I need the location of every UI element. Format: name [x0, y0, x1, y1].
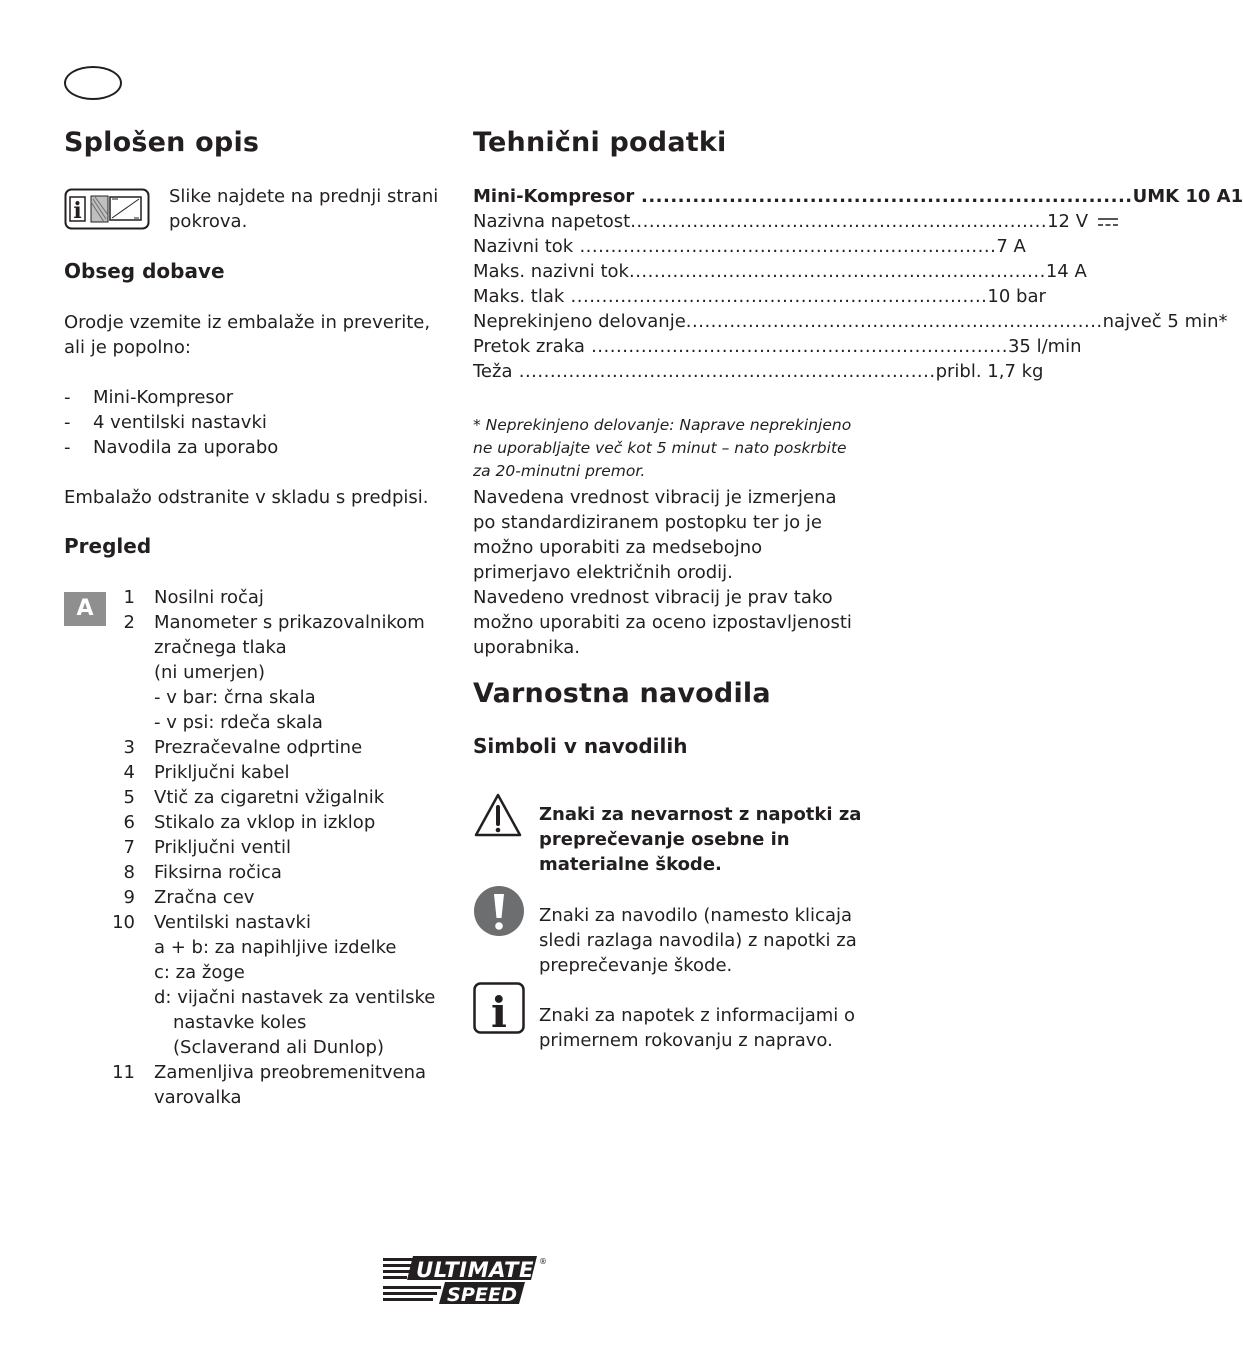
dot-leader: ................................................................... [584, 336, 1008, 357]
list-item [106, 935, 446, 960]
spec-label: Pretok zraka [473, 336, 585, 357]
table-row [473, 359, 1044, 384]
picture-intro-text: Slike najdete na prednji strani pokrova. [169, 186, 439, 232]
part-label: Zračna cev [154, 887, 255, 908]
part-number: 6 [123, 812, 135, 833]
part-label: Manometer s prikazovalnikom [154, 612, 425, 633]
disposal-text: Embalažo odstranite v skladu s predpisi. [64, 487, 429, 508]
dot-leader: ................................................................... [630, 211, 1048, 232]
warning-triangle-icon [473, 792, 523, 838]
parts-list [106, 585, 446, 1110]
dot-leader: ................................................................... [564, 286, 988, 307]
table-row [473, 284, 1046, 309]
list-item [106, 1035, 446, 1060]
list-item [106, 635, 446, 660]
list-item: - 4 ventilski nastavki [64, 410, 278, 435]
part-number: 1 [123, 587, 135, 608]
info-symbol-text-span: Znaki za napotek z informacijami o primernem rokovanju z napravo. [539, 1005, 856, 1051]
picture-info-icon [64, 188, 150, 230]
scope-text: Orodje vzemite iz embalaže in preverite, ali je popolno: [64, 312, 431, 358]
spec-label: Nazivna napetost [473, 211, 631, 232]
part-label: nastavke koles [173, 1012, 307, 1033]
scope-heading: Obseg dobave [64, 259, 225, 283]
svg-text:i: i [491, 988, 507, 1037]
list-item [106, 1085, 446, 1110]
dc-symbol-icon [1098, 217, 1118, 227]
list-item [106, 660, 446, 685]
table-row [473, 184, 1243, 209]
list-item [106, 985, 446, 1010]
part-number: 11 [112, 1062, 135, 1083]
part-number: 9 [123, 887, 135, 908]
list-item: - Navodila za uporabo [64, 435, 278, 460]
table-row [473, 334, 1082, 359]
list-item [106, 860, 446, 885]
list-item [106, 610, 446, 635]
spec-label: Maks. nazivni tok [473, 261, 629, 282]
instruction-symbol-text: Znaki za navodilo (namesto klicaja sledi razlaga navodila) z napotki za preprečevanje škode. [539, 905, 857, 976]
technical-data-table [473, 184, 1243, 384]
svg-text:ULTIMATE: ULTIMATE [416, 1258, 535, 1282]
part-number: 5 [123, 787, 135, 808]
list-item [106, 960, 446, 985]
product-label: Mini-Kompresor [473, 186, 635, 207]
vibration-text-1: Navedena vrednost vibracij je izmerjena po standardiziranem postopku ter jo je možno uporabiti za medsebojno primerjavo električnih orodij. [473, 487, 837, 583]
list-item [106, 1010, 446, 1035]
part-label: (ni umerjen) [154, 662, 266, 683]
part-label: Vtič za cigaretni vžigalnik [154, 787, 385, 808]
dot-leader: ................................................................... [634, 186, 1133, 207]
spec-value: 7 A [996, 236, 1026, 257]
list-item [106, 685, 446, 710]
svg-text:SPEED: SPEED [447, 1284, 517, 1306]
table-row [473, 209, 1089, 234]
list-item [106, 735, 446, 760]
danger-symbol-text: Znaki za nevarnost z napotki za preprečevanje osebne in materialne škode. [539, 804, 862, 875]
language-marker [64, 66, 122, 100]
overview-heading: Pregled [64, 534, 152, 558]
footnote: * Neprekinjeno delovanje: Naprave neprekinjeno ne uporabljajte več kot 5 minut – nato poskrbite za 20-minutni premor. [473, 415, 852, 480]
info-symbol-text [539, 1003, 869, 1053]
part-label: zračnega tlaka [154, 637, 287, 658]
part-label: (Sclaverand ali Dunlop) [173, 1037, 384, 1058]
list-item [106, 1060, 446, 1085]
part-label: - v bar: črna skala [154, 687, 316, 708]
part-label: Ventilski nastavki [154, 912, 311, 933]
list-item [106, 810, 446, 835]
spec-label: Maks. tlak [473, 286, 565, 307]
spec-value: pribl. 1,7 kg [935, 361, 1044, 382]
spec-value: 14 A [1045, 261, 1087, 282]
part-label: Stikalo za vklop in izklop [154, 812, 376, 833]
list-item: - Mini-Kompresor [64, 385, 278, 410]
dot-leader: ................................................................... [512, 361, 936, 382]
table-row [473, 234, 1026, 259]
symbols-heading: Simboli v navodilih [473, 734, 688, 758]
info-icon [473, 982, 525, 1037]
part-label: Prezračevalne odprtine [154, 737, 363, 758]
part-label: Priključni ventil [154, 837, 291, 858]
spec-value: največ 5 min* [1102, 311, 1228, 332]
technical-data-heading: Tehnični podatki [473, 127, 727, 158]
product-model: UMK 10 A1 [1132, 186, 1243, 207]
scope-list [64, 385, 278, 460]
list-item [106, 760, 446, 785]
spec-label: Teža [473, 361, 513, 382]
part-number: 10 [112, 912, 135, 933]
dot-leader: ................................................................... [685, 311, 1103, 332]
part-label: c: za žoge [154, 962, 245, 983]
list-item [106, 785, 446, 810]
part-label: a + b: za napihljive izdelke [154, 937, 397, 958]
ultimate-speed-logo [383, 1254, 549, 1306]
part-number: 4 [123, 762, 135, 783]
general-description-heading: Splošen opis [64, 127, 260, 158]
dot-leader: ................................................................... [573, 236, 997, 257]
part-label: Priključni kabel [154, 762, 290, 783]
part-number: 2 [123, 612, 135, 633]
spec-label: Nazivni tok [473, 236, 574, 257]
instruction-exclamation-icon [473, 885, 525, 937]
vibration-text-2: Navedeno vrednost vibracij je prav tako možno uporabiti za oceno izpostavljenosti uporabnika. [473, 587, 852, 658]
part-number: 3 [123, 737, 135, 758]
list-item [106, 835, 446, 860]
list-item [106, 710, 446, 735]
list-item [106, 885, 446, 910]
dot-leader: ................................................................... [628, 261, 1046, 282]
part-label: d: vijačni nastavek za ventilske [154, 987, 436, 1008]
table-row [473, 309, 1228, 334]
spec-value [1047, 209, 1118, 234]
svg-text:®: ® [539, 1257, 547, 1266]
safety-heading: Varnostna navodila [473, 678, 771, 709]
part-number: 7 [123, 837, 135, 858]
part-label: varovalka [154, 1087, 242, 1108]
part-label: Fiksirna ročica [154, 862, 282, 883]
spec-label: Neprekinjeno delovanje [473, 311, 686, 332]
part-number: 8 [123, 862, 135, 883]
table-row [473, 259, 1087, 284]
part-label: - v psi: rdeča skala [154, 712, 323, 733]
svg-text:i: i [73, 198, 82, 224]
figure-badge: A [64, 592, 106, 626]
spec-value-text: 12 V [1047, 211, 1089, 232]
part-label: Zamenljiva preobremenitvena [154, 1062, 427, 1083]
part-label: Nosilni ročaj [154, 587, 264, 608]
list-item [106, 910, 446, 935]
list-item [106, 585, 446, 610]
spec-value: 10 bar [987, 286, 1046, 307]
spec-value: 35 l/min [1007, 336, 1082, 357]
